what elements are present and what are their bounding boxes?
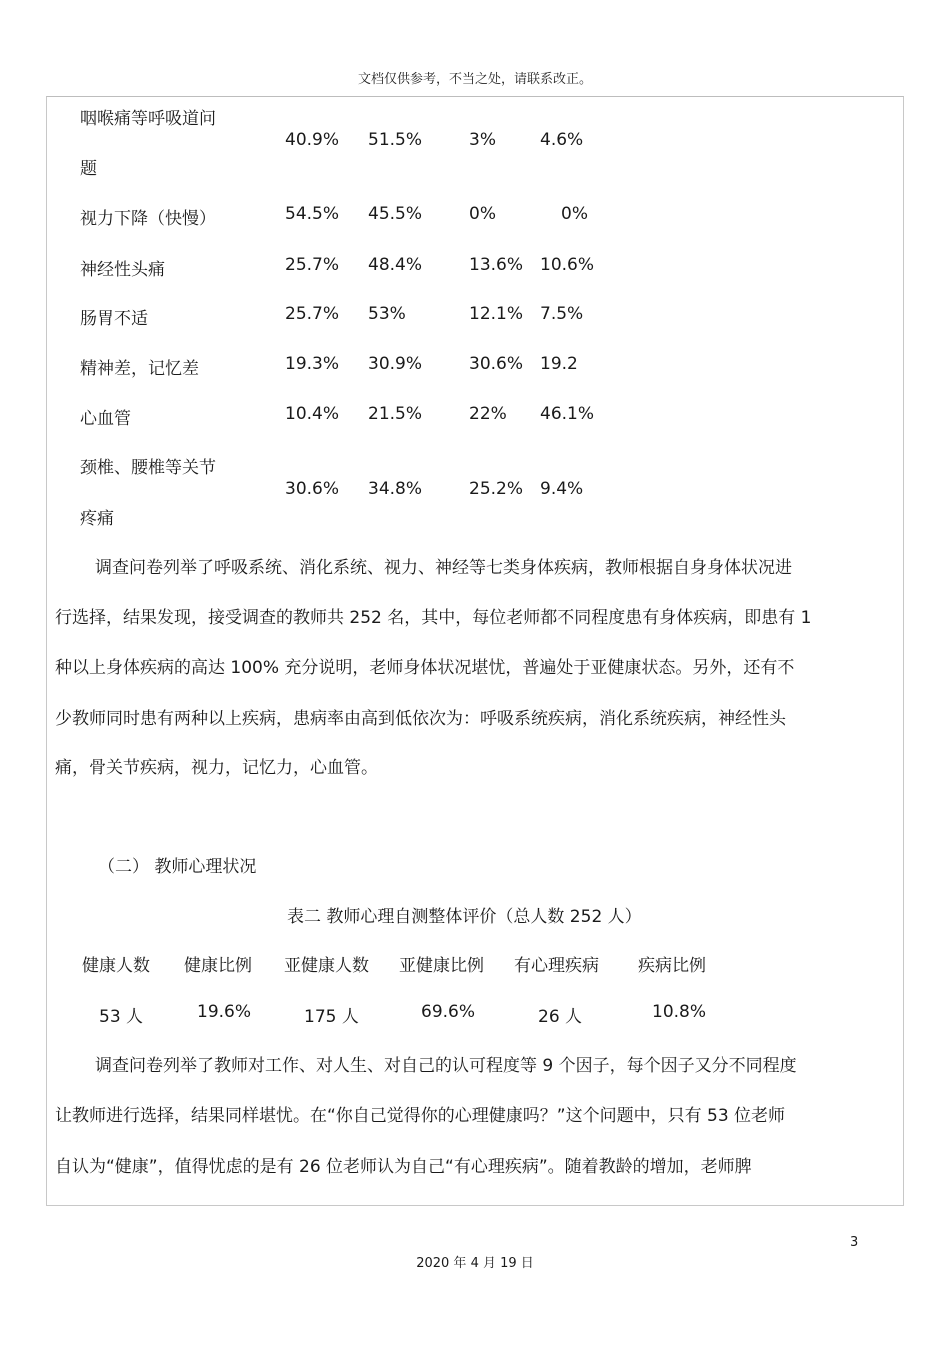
- table-cell: 54.5%: [285, 204, 340, 224]
- table-cell: 34.8%: [368, 479, 423, 499]
- table-cell: 12.1%: [469, 304, 524, 324]
- table-header-cell: 亚健康人数: [284, 956, 369, 976]
- table-cell: 0%: [561, 204, 588, 224]
- table-cell: 69.6%: [421, 1002, 476, 1022]
- table-caption: 表二 教师心理自测整体评价（总人数 252 人）: [287, 907, 642, 927]
- table-cell: 53%: [368, 304, 406, 324]
- table-cell: 13.6%: [469, 255, 524, 275]
- table-cell: 3%: [469, 130, 496, 150]
- table-cell: 7.5%: [540, 304, 584, 324]
- paragraph-line: 让教师进行选择，结果同样堪忧。在“你自己觉得你的心理健康吗？”这个问题中，只有 53 位老师: [55, 1106, 786, 1126]
- table-cell: 19.2: [540, 354, 578, 374]
- table-cell: 40.9%: [285, 130, 340, 150]
- table-cell: 51.5%: [368, 130, 423, 150]
- table-cell: 22%: [469, 404, 507, 424]
- table-row-label: 咽喉痛等呼吸道问: [80, 109, 216, 129]
- table-cell: 26 人: [538, 1007, 583, 1027]
- table-cell: 21.5%: [368, 404, 423, 424]
- paragraph-line: 调查问卷列举了教师对工作、对人生、对自己的认可程度等 9 个因子，每个因子又分不同程度: [95, 1056, 797, 1076]
- table-cell: 0%: [469, 204, 496, 224]
- table-cell: 9.4%: [540, 479, 584, 499]
- table-row-label: 疼痛: [80, 509, 114, 529]
- table-row-label: 精神差，记忆差: [80, 359, 199, 379]
- table-cell: 46.1%: [540, 404, 595, 424]
- table-row-label: 题: [80, 159, 97, 179]
- table-cell: 10.6%: [540, 255, 595, 275]
- footer-date: 2020 年 4 月 19 日: [416, 1256, 534, 1271]
- page-number: 3: [850, 1235, 859, 1250]
- table-header-cell: 疾病比例: [638, 956, 706, 976]
- table-cell: 175 人: [304, 1007, 359, 1027]
- table-row-label: 颈椎、腰椎等关节: [80, 458, 216, 478]
- paragraph-line: 调查问卷列举了呼吸系统、消化系统、视力、神经等七类身体疾病，教师根据自身身体状况进: [95, 558, 792, 578]
- table-cell: 25.7%: [285, 255, 340, 275]
- table-header-cell: 健康比例: [184, 956, 252, 976]
- table-cell: 10.8%: [652, 1002, 707, 1022]
- paragraph-line: 种以上身体疾病的高达 100% 充分说明，老师身体状况堪忧，普遍处于亚健康状态。另外，还有不: [55, 658, 795, 678]
- table-row-label: 心血管: [80, 409, 131, 429]
- table-cell: 30.9%: [368, 354, 423, 374]
- table-cell: 25.2%: [469, 479, 524, 499]
- table-cell: 45.5%: [368, 204, 423, 224]
- paragraph-line: 行选择，结果发现，接受调查的教师共 252 名，其中，每位老师都不同程度患有身体疾病，即患有 1: [55, 608, 812, 628]
- paragraph-line: 自认为“健康”，值得忧虑的是有 26 位老师认为自己“有心理疾病”。随着教龄的增加，老师脾: [55, 1157, 752, 1177]
- table-cell: 19.3%: [285, 354, 340, 374]
- table-cell: 25.7%: [285, 304, 340, 324]
- table-cell: 30.6%: [469, 354, 524, 374]
- table-header-cell: 亚健康比例: [399, 956, 484, 976]
- table-cell: 10.4%: [285, 404, 340, 424]
- table-cell: 4.6%: [540, 130, 584, 150]
- table-header-cell: 有心理疾病: [514, 956, 599, 976]
- header-note: 文档仅供参考，不当之处，请联系改正。: [357, 72, 592, 87]
- table-cell: 30.6%: [285, 479, 340, 499]
- table-row-label: 神经性头痛: [80, 260, 165, 280]
- paragraph-line: 痛，骨关节疾病，视力，记忆力，心血管。: [55, 758, 378, 778]
- paragraph-line: 少教师同时患有两种以上疾病，患病率由高到低依次为：呼吸系统疾病，消化系统疾病，神经性头: [55, 709, 786, 729]
- table-row-label: 肠胃不适: [80, 309, 148, 329]
- table-cell: 53 人: [99, 1007, 144, 1027]
- table-row-label: 视力下降（快慢）: [80, 209, 216, 229]
- section-heading: （二） 教师心理状况: [98, 857, 257, 877]
- table-header-cell: 健康人数: [82, 956, 150, 976]
- table-cell: 19.6%: [197, 1002, 252, 1022]
- table-cell: 48.4%: [368, 255, 423, 275]
